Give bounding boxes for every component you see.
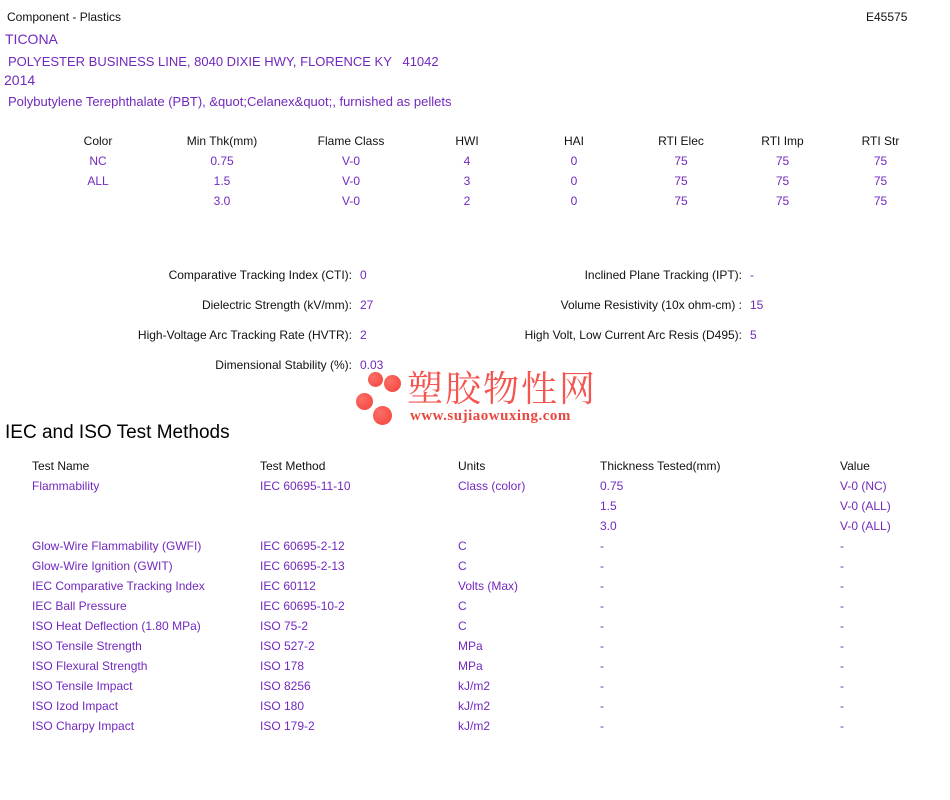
cell: - — [840, 619, 844, 633]
column-header: Value — [840, 459, 870, 473]
table-row — [32, 636, 940, 656]
cell: - — [600, 559, 604, 573]
table-row — [32, 576, 940, 596]
cell: 75 — [674, 154, 688, 168]
cell: 1.5 — [213, 174, 231, 188]
cell: 75 — [873, 194, 888, 208]
cell: - — [840, 639, 844, 653]
cell: 0.75 — [600, 479, 624, 493]
column-header: RTI Imp — [761, 134, 804, 148]
cell: C — [458, 599, 467, 613]
property-label: Inclined Plane Tracking (IPT): — [584, 268, 742, 282]
cell: Flammability — [32, 479, 100, 493]
table-row — [32, 516, 940, 536]
cell: C — [458, 619, 467, 633]
header-row — [40, 131, 930, 151]
cell: 75 — [775, 194, 790, 208]
property-value: 15 — [750, 298, 764, 312]
cell: IEC 60695-10-2 — [260, 599, 345, 613]
column-header: HWI — [455, 134, 479, 148]
cell — [40, 191, 156, 211]
column-header: RTI Str — [861, 134, 900, 148]
column-header: RTI Elec — [658, 134, 704, 148]
cell: ISO 179-2 — [260, 719, 315, 733]
section-title: IEC and ISO Test Methods — [5, 422, 230, 443]
watermark-dot — [373, 406, 392, 425]
table-row — [32, 476, 940, 496]
cell: 75 — [775, 174, 790, 188]
table-row — [32, 716, 940, 736]
column-header: Test Method — [260, 459, 326, 473]
cell: ISO Flexural Strength — [32, 659, 148, 673]
column-header: Flame Class — [317, 134, 385, 148]
cell: 75 — [873, 174, 888, 188]
cell: C — [458, 539, 467, 553]
cell: 0.75 — [210, 154, 234, 168]
property-label: High Volt, Low Current Arc Resis (D495): — [524, 328, 742, 342]
cell: - — [840, 599, 844, 613]
cell: V-0 — [341, 194, 360, 208]
test-methods-table — [32, 456, 940, 736]
cell: kJ/m2 — [458, 699, 491, 713]
cell: V-0 (ALL) — [840, 499, 891, 513]
cell: - — [840, 719, 844, 733]
cell: 3.0 — [213, 194, 231, 208]
cell: - — [600, 679, 604, 693]
cell: ISO 180 — [260, 699, 305, 713]
table-row — [32, 696, 940, 716]
cell: NC — [89, 154, 107, 168]
cell — [458, 516, 600, 536]
column-header: Thickness Tested(mm) — [600, 459, 721, 473]
cell: V-0 (ALL) — [840, 519, 891, 533]
cell: Glow-Wire Ignition (GWIT) — [32, 559, 173, 573]
cell: ISO 8256 — [260, 679, 311, 693]
cell: 3.0 — [600, 519, 617, 533]
cell: IEC 60695-11-10 — [260, 479, 351, 493]
header-row — [32, 456, 940, 476]
cell: - — [840, 539, 844, 553]
table-row — [32, 676, 940, 696]
cell: - — [600, 579, 604, 593]
cell — [458, 496, 600, 516]
cell — [32, 496, 260, 516]
property-value: 27 — [360, 298, 374, 312]
cell — [32, 516, 260, 536]
cell: V-0 (NC) — [840, 479, 887, 493]
ratings-table — [40, 131, 930, 211]
cell: ISO Tensile Strength — [32, 639, 142, 653]
report-year: 2014 — [4, 72, 36, 88]
table-row — [32, 656, 940, 676]
company-name: TICONA — [5, 31, 58, 47]
cell: - — [600, 619, 604, 633]
cell: 75 — [873, 154, 888, 168]
cell: MPa — [458, 659, 483, 673]
cell — [260, 496, 458, 516]
doc-type-label: Component - Plastics — [7, 10, 122, 24]
cell: - — [840, 659, 844, 673]
cell: 3 — [463, 174, 471, 188]
cell: 0 — [570, 194, 578, 208]
cell: kJ/m2 — [458, 679, 491, 693]
cell: ALL — [87, 174, 109, 188]
cell: ISO Charpy Impact — [32, 719, 135, 733]
column-header: HAI — [563, 134, 584, 148]
property-value: 0 — [360, 268, 367, 282]
cell: Volts (Max) — [458, 579, 519, 593]
table-row — [32, 596, 940, 616]
cell: - — [840, 579, 844, 593]
table-row — [32, 536, 940, 556]
property-value: 5 — [750, 328, 757, 342]
property-label: Comparative Tracking Index (CTI): — [168, 268, 352, 282]
property-value: 2 — [360, 328, 367, 342]
cell: MPa — [458, 639, 483, 653]
property-label: Volume Resistivity (10x ohm-cm) : — [560, 298, 742, 312]
cell: 4 — [463, 154, 471, 168]
table-row — [32, 556, 940, 576]
cell: IEC 60695-2-12 — [260, 539, 345, 553]
column-header: Min Thk(mm) — [186, 134, 258, 148]
cell — [260, 516, 458, 536]
cell: 0 — [570, 174, 578, 188]
cell: ISO Heat Deflection (1.80 MPa) — [32, 619, 201, 633]
table-row — [40, 191, 930, 211]
cell: - — [840, 699, 844, 713]
watermark-dot — [384, 375, 401, 392]
cell: IEC Ball Pressure — [32, 599, 127, 613]
cell: ISO 75-2 — [260, 619, 309, 633]
cell: - — [840, 559, 844, 573]
table-row — [40, 151, 930, 171]
cell: - — [840, 679, 844, 693]
cell: Glow-Wire Flammability (GWFI) — [32, 539, 202, 553]
cell: 75 — [674, 174, 688, 188]
cell: - — [600, 699, 604, 713]
cell: V-0 — [341, 174, 360, 188]
cell: Class (color) — [458, 479, 526, 493]
file-number: E45575 — [866, 10, 908, 24]
watermark-site-url: www.sujiaowuxing.com — [410, 408, 571, 424]
cell: - — [600, 599, 604, 613]
cell: 2 — [463, 194, 471, 208]
watermark-dot — [356, 393, 373, 410]
cell: 1.5 — [600, 499, 617, 513]
cell: V-0 — [341, 154, 360, 168]
company-address: POLYESTER BUSINESS LINE, 8040 DIXIE HWY, FLORENCE KY 41042 — [8, 54, 439, 69]
table-row — [40, 171, 930, 191]
table-row — [32, 616, 940, 636]
cell: ISO 527-2 — [260, 639, 315, 653]
material-description: Polybutylene Terephthalate (PBT), &quot;Celanex&quot;, furnished as pellets — [8, 94, 452, 109]
cell: C — [458, 559, 467, 573]
cell: ISO Izod Impact — [32, 699, 119, 713]
cell: 0 — [570, 154, 578, 168]
property-label: Dimensional Stability (%): — [215, 358, 352, 372]
table-row — [32, 496, 940, 516]
property-value: 0.03 — [360, 358, 384, 372]
column-header: Color — [83, 134, 113, 148]
watermark-dot — [368, 372, 383, 387]
cell: - — [600, 659, 604, 673]
column-header: Test Name — [32, 459, 90, 473]
cell: ISO Tensile Impact — [32, 679, 133, 693]
cell: - — [600, 539, 604, 553]
property-label: High-Voltage Arc Tracking Rate (HVTR): — [137, 328, 352, 342]
watermark-site-name: 塑胶物性网 — [407, 368, 598, 409]
cell: IEC 60695-2-13 — [260, 559, 345, 573]
cell: 75 — [674, 194, 688, 208]
property-value: - — [750, 268, 754, 282]
cell: IEC 60112 — [260, 579, 316, 593]
cell: kJ/m2 — [458, 719, 491, 733]
cell: - — [600, 639, 604, 653]
cell: ISO 178 — [260, 659, 305, 673]
property-label: Dielectric Strength (kV/mm): — [201, 298, 352, 312]
cell: - — [600, 719, 604, 733]
column-header: Units — [458, 459, 486, 473]
cell: IEC Comparative Tracking Index — [32, 579, 205, 593]
cell: 75 — [775, 154, 790, 168]
